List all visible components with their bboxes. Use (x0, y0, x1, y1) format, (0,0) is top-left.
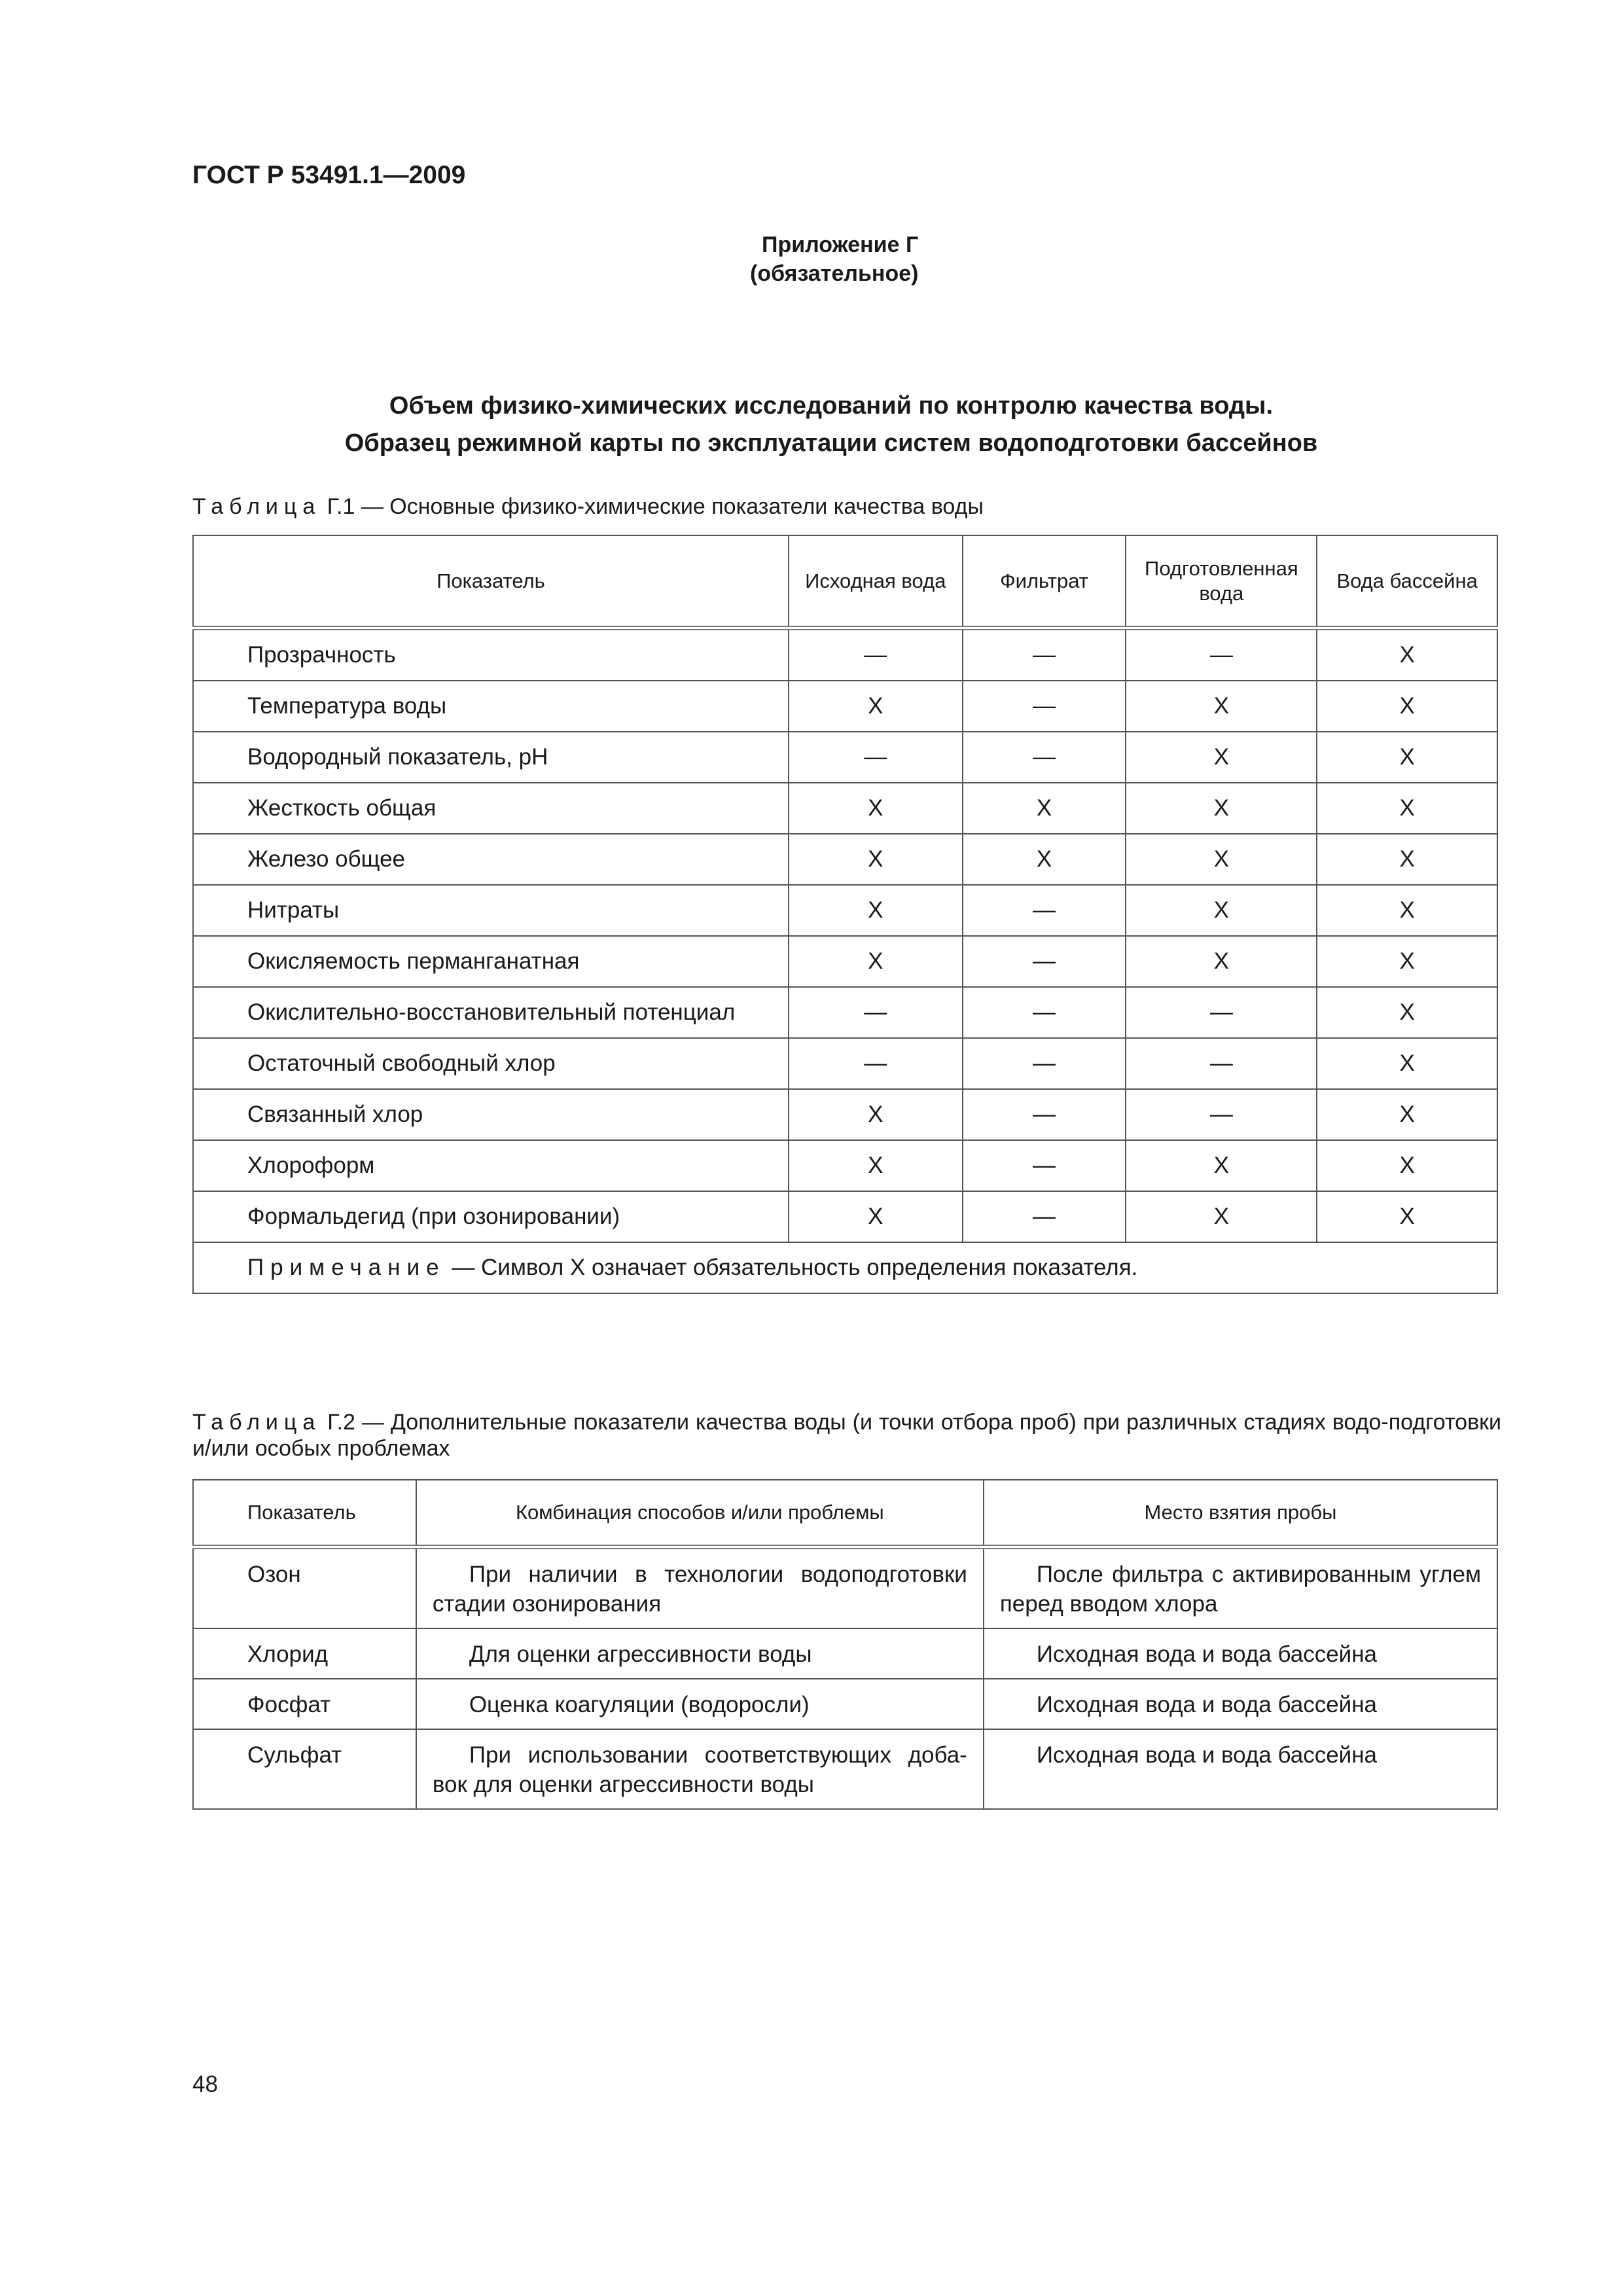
requirement-mark: X (1317, 628, 1497, 681)
sampling-point-cell (984, 1628, 1497, 1679)
requirement-mark: — (1126, 987, 1317, 1038)
table1-header-cell: Исходная вода (789, 535, 963, 628)
title-line-1: Объем физико-химических исследований по контролю качества воды. (389, 392, 1274, 420)
table-row (193, 1729, 1497, 1809)
note-prefix: Примечание (247, 1255, 446, 1280)
indicator-name: Прозрачность (193, 628, 789, 681)
method-or-problem-cell (416, 1729, 984, 1809)
table-row (193, 1089, 1497, 1140)
requirement-mark: X (1126, 681, 1317, 732)
table-row (193, 987, 1497, 1038)
table-row (193, 885, 1497, 936)
table-row (193, 1038, 1497, 1089)
requirement-mark: X (789, 783, 963, 834)
requirement-mark: X (789, 1089, 963, 1140)
requirement-mark: — (963, 681, 1126, 732)
table-main-indicators (192, 535, 1498, 1294)
standard-code: ГОСТ Р 53491.1—2009 (192, 161, 466, 189)
sampling-point: Исходная вода и вода бассейна (1036, 1742, 1378, 1768)
table1-header-cell: Вода бассейна (1317, 535, 1497, 628)
table-row (193, 1679, 1497, 1729)
table-row (193, 1547, 1497, 1629)
indicator-name: Нитраты (193, 885, 789, 936)
indicator-name: Хлороформ (193, 1140, 789, 1191)
requirement-mark: X (1126, 885, 1317, 936)
method-or-problem: Оценка коагуляции (водоросли) (469, 1692, 810, 1717)
requirement-mark: X (1317, 987, 1497, 1038)
table2-header-cell: Комбинация способов и/или проблемы (416, 1480, 984, 1547)
indicator-name-cell (193, 1628, 416, 1679)
sampling-point-cell (984, 1547, 1497, 1629)
requirement-mark: X (789, 834, 963, 885)
requirement-mark: X (1317, 885, 1497, 936)
annex-heading (0, 230, 1623, 288)
indicator-name: Окислительно-восстановительный потенциал (193, 987, 789, 1038)
indicator-name: Окисляемость перманганатная (193, 936, 789, 987)
indicator-name: Железо общее (193, 834, 789, 885)
requirement-mark: X (789, 1140, 963, 1191)
requirement-mark: — (1126, 1038, 1317, 1089)
table-row (193, 1140, 1497, 1191)
method-or-problem-cell (416, 1628, 984, 1679)
indicator-name: Формальдегид (при озонировании) (193, 1191, 789, 1242)
table2-caption-prefix: Таблица (192, 1410, 321, 1435)
requirement-mark: — (963, 628, 1126, 681)
sampling-point-cell (984, 1729, 1497, 1809)
indicator-name: Фосфат (247, 1692, 331, 1717)
requirement-mark: X (789, 681, 963, 732)
requirement-mark: — (789, 628, 963, 681)
table-row (193, 936, 1497, 987)
table1-note (193, 1242, 1497, 1293)
requirement-mark: X (1317, 783, 1497, 834)
document-title (0, 387, 1623, 462)
requirement-mark: — (963, 987, 1126, 1038)
requirement-mark: X (1317, 1038, 1497, 1089)
method-or-problem: Для оценки агрессивности воды (469, 1641, 812, 1667)
table-row (193, 1191, 1497, 1242)
table1-note-row (193, 1242, 1497, 1293)
indicator-name: Связанный хлор (193, 1089, 789, 1140)
indicator-name-cell (193, 1679, 416, 1729)
annex-status: (обязательное) (750, 261, 919, 286)
table2-header-cell: Показатель (193, 1480, 416, 1547)
requirement-mark: — (963, 1089, 1126, 1140)
table-row (193, 732, 1497, 783)
sampling-point: После фильтра с активированным углем перед вводом хлора (999, 1562, 1481, 1617)
method-or-problem-cell (416, 1679, 984, 1729)
indicator-name: Жесткость общая (193, 783, 789, 834)
indicator-name-cell (193, 1729, 416, 1809)
table-row (193, 1628, 1497, 1679)
requirement-mark: — (963, 885, 1126, 936)
sampling-point: Исходная вода и вода бассейна (1036, 1641, 1378, 1667)
table2-caption-text: Г.2 — Дополнительные показатели качества воды (и точки отбора проб) при различных стадиях водо-подготовки и/или особых проблемах (192, 1410, 1501, 1461)
table2-header-row (193, 1480, 1497, 1547)
requirement-mark: — (1126, 628, 1317, 681)
indicator-name: Температура воды (193, 681, 789, 732)
requirement-mark: X (963, 834, 1126, 885)
indicator-name: Озон (247, 1562, 301, 1587)
requirement-mark: — (963, 1140, 1126, 1191)
requirement-mark: X (963, 783, 1126, 834)
table-row (193, 783, 1497, 834)
table1-header-cell: Фильтрат (963, 535, 1126, 628)
requirement-mark: — (789, 987, 963, 1038)
requirement-mark: X (1317, 834, 1497, 885)
table2-caption (192, 1409, 1501, 1462)
requirement-mark: — (963, 1191, 1126, 1242)
requirement-mark: X (1317, 681, 1497, 732)
indicator-name: Остаточный свободный хлор (193, 1038, 789, 1089)
requirement-mark: — (789, 1038, 963, 1089)
requirement-mark: X (789, 936, 963, 987)
requirement-mark: — (789, 732, 963, 783)
page-number: 48 (192, 2072, 218, 2097)
table1-caption-prefix: Таблица (192, 494, 321, 519)
table1-header-cell: Подготовленная вода (1126, 535, 1317, 628)
requirement-mark: — (1126, 1089, 1317, 1140)
requirement-mark: X (1317, 1089, 1497, 1140)
table1-caption-text: Г.1 — Основные физико-химические показатели качества воды (321, 494, 984, 519)
requirement-mark: X (1317, 1191, 1497, 1242)
table1-header-cell: Показатель (193, 535, 789, 628)
requirement-mark: X (1126, 783, 1317, 834)
annex-label: Приложение Г (762, 232, 919, 257)
indicator-name-cell (193, 1547, 416, 1629)
note-text: — Символ X означает обязательность определения показателя. (445, 1255, 1138, 1280)
indicator-name: Водородный показатель, pH (193, 732, 789, 783)
requirement-mark: X (1317, 1140, 1497, 1191)
table1-header-row (193, 535, 1497, 628)
requirement-mark: — (963, 732, 1126, 783)
sampling-point-cell (984, 1679, 1497, 1729)
table-row (193, 681, 1497, 732)
requirement-mark: X (1317, 732, 1497, 783)
requirement-mark: X (1317, 936, 1497, 987)
requirement-mark: X (1126, 936, 1317, 987)
table2-header-cell: Место взятия пробы (984, 1480, 1497, 1547)
method-or-problem-cell (416, 1547, 984, 1629)
table-additional-indicators (192, 1479, 1498, 1810)
table1-caption (192, 493, 984, 520)
table-row (193, 628, 1497, 681)
requirement-mark: — (963, 936, 1126, 987)
method-or-problem: При наличии в технологии водоподготовки стадии озонирования (432, 1562, 967, 1617)
requirement-mark: X (789, 1191, 963, 1242)
requirement-mark: X (1126, 1140, 1317, 1191)
title-line-2: Образец режимной карты по эксплуатации систем водоподготовки бассейнов (344, 429, 1318, 457)
sampling-point: Исходная вода и вода бассейна (1036, 1692, 1378, 1717)
method-or-problem: При использовании соответствующих доба-вок для оценки агрессивности воды (432, 1742, 967, 1797)
requirement-mark: — (963, 1038, 1126, 1089)
indicator-name: Сульфат (247, 1742, 342, 1768)
requirement-mark: X (1126, 732, 1317, 783)
requirement-mark: X (1126, 834, 1317, 885)
table-row (193, 834, 1497, 885)
indicator-name: Хлорид (247, 1641, 329, 1667)
requirement-mark: X (1126, 1191, 1317, 1242)
requirement-mark: X (789, 885, 963, 936)
